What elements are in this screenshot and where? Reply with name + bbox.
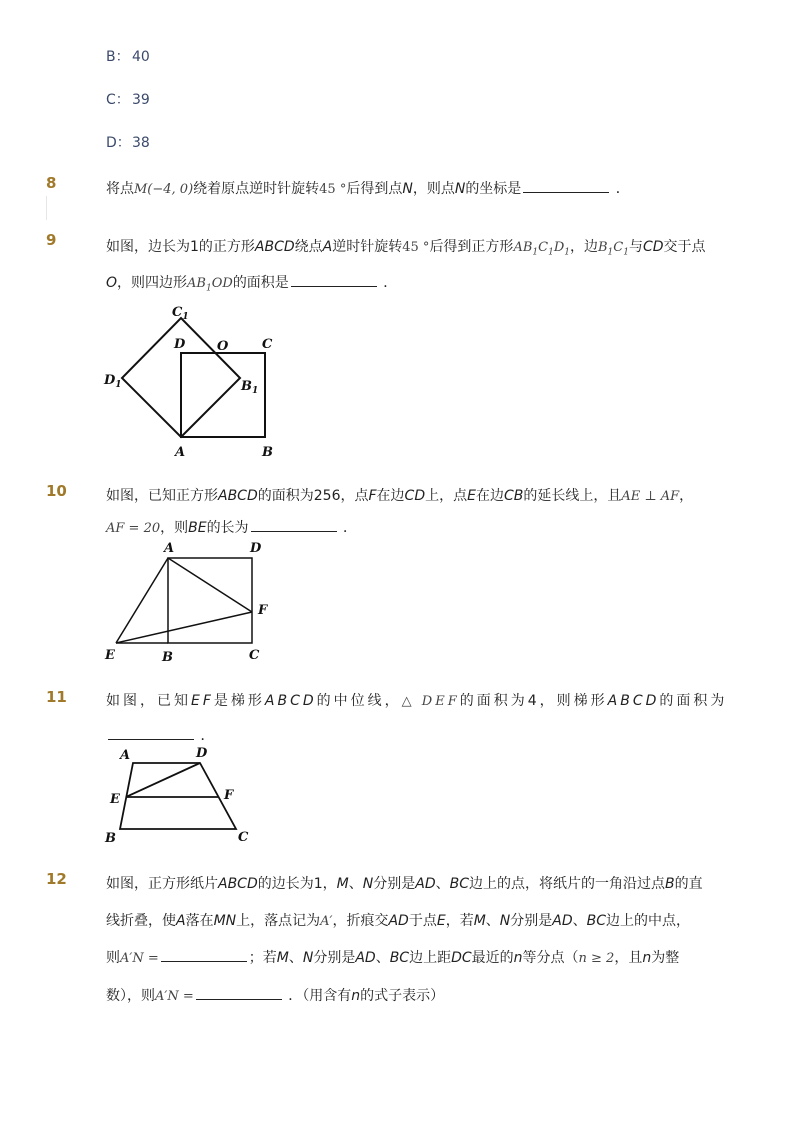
question-11-line-1: 如图，已知EF是梯形ABCD的中位线，△ DEF的面积为4，则梯形ABCD的面积为 <box>106 693 728 709</box>
label-C1: $C_1$ <box>172 305 189 322</box>
label-B1: $B_1$ <box>241 379 259 396</box>
option-c[interactable] <box>106 89 150 109</box>
question-number-8: 8 <box>46 174 57 192</box>
question-8-text: 将点M(−4, 0)绕着原点逆时针旋转45 °后得到点N，则点N的坐标是 ． <box>106 181 630 197</box>
option-label: C： <box>106 92 130 108</box>
answer-blank[interactable] <box>251 519 337 532</box>
answer-blank[interactable] <box>161 949 247 962</box>
option-d[interactable] <box>106 132 150 152</box>
label-C: C <box>249 648 260 663</box>
label-D1: $D_1$ <box>104 373 122 390</box>
question-number-11: 11 <box>46 688 67 706</box>
question-number-12: 12 <box>46 870 67 888</box>
label-D: D <box>250 541 262 556</box>
answer-blank[interactable] <box>291 274 377 287</box>
option-value: 38 <box>132 135 150 151</box>
option-value: 40 <box>132 49 150 65</box>
label-B: B <box>105 831 116 846</box>
question-9-line-2: O，则四边形$AB_1OD$的面积是 ． <box>106 275 398 294</box>
question-12-line-1: 如图，正方形纸片ABCD的边长为1，M、N分别是AD、BC边上的点，将纸片的一角沿过点B的直 <box>106 876 703 892</box>
label-E: E <box>110 792 120 807</box>
label-A: A <box>164 541 175 556</box>
option-label: B： <box>106 49 130 65</box>
option-b[interactable] <box>106 46 150 66</box>
label-B: B <box>162 650 173 665</box>
question-number-9: 9 <box>46 231 57 249</box>
figure-q10 <box>100 538 280 666</box>
option-value: 39 <box>132 92 150 108</box>
answer-blank[interactable] <box>108 727 194 740</box>
question-9-line-1: 如图，边长为1的正方形ABCD绕点A逆时针旋转45 °后得到正方形$AB_1C_1D_1$，边$B_1C_1$与CD交于点 <box>106 239 706 258</box>
question-12-line-2: 线折叠，使A落在MN上，落点记为A′，折痕交AD于点E，若M、N分别是AD、BC边上的中点， <box>106 913 691 929</box>
question-number-10: 10 <box>46 482 67 500</box>
question-11-line-2: ． <box>106 725 214 745</box>
label-C: C <box>238 830 249 845</box>
question-10-line-2: AF = 20，则BE的长为 ． <box>106 520 358 536</box>
label-F: F <box>224 788 234 803</box>
label-C: C <box>262 337 273 352</box>
figure-q11 <box>100 742 260 848</box>
label-F: F <box>258 603 268 618</box>
label-B: B <box>262 445 273 460</box>
label-E: E <box>105 648 115 663</box>
label-O: O <box>217 339 229 354</box>
question-12-line-4: 数），则A′N = ．（用含有n的式子表示） <box>106 988 445 1004</box>
question-10-line-1: 如图，已知正方形ABCD的面积为256，点F在边CD上，点E在边CB的延长线上，且AE ⊥ AF， <box>106 488 694 504</box>
label-A: A <box>175 445 186 460</box>
option-label: D： <box>106 135 131 151</box>
divider <box>46 196 47 220</box>
label-D: D <box>174 337 186 352</box>
figure-q9 <box>100 300 300 465</box>
label-A: A <box>120 748 131 763</box>
answer-blank[interactable] <box>523 180 609 193</box>
question-12-line-3: 则A′N = ；若M、N分别是AD、BC边上距DC最近的n等分点（n ≥ 2，且n为整 <box>106 950 680 966</box>
label-D: D <box>196 746 208 761</box>
answer-blank[interactable] <box>196 987 282 1000</box>
